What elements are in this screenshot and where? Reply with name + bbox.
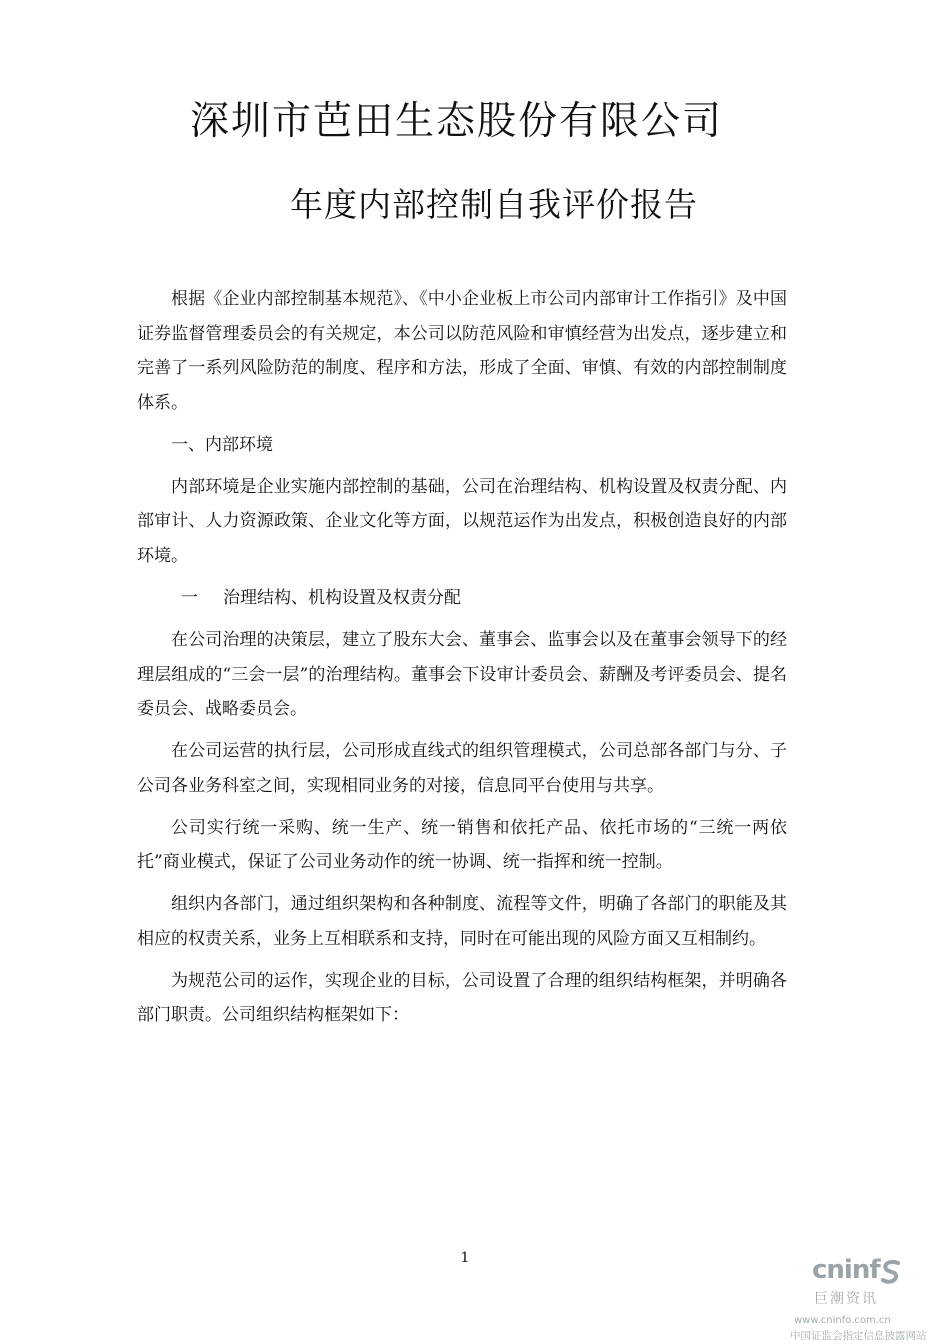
report-body: [137, 282, 787, 1040]
governance-paragraph: 在公司治理的决策层，建立了股东大会、董事会、监事会以及在董事会领导下的经理层组成的“三会一层”的治理结构。董事会下设审计委员会、薪酬及考评委员会、提名委员会、战略委员会。: [137, 629, 787, 720]
cninfo-url: www.cninfo.com.cn: [794, 1315, 891, 1326]
framework-paragraph: 为规范公司的运作，实现企业的目标，公司设置了合理的组织结构框架，并明确各部门职责。公司组织结构框架如下：: [137, 970, 787, 1026]
internal-environment-paragraph: 内部环境是企业实施内部控制的基础，公司在治理结构、机构设置及权责分配、内部审计、人力资源政策、企业文化等方面，以规范运作为出发点，积极创造良好的内部环境。: [137, 476, 787, 566]
subsection-title: 治理结构、机构设置及权责分配: [223, 587, 461, 608]
page-number: 1: [460, 1250, 470, 1266]
cninfo-note: 中国证监会指定信息披露网站: [790, 1330, 927, 1342]
departments-paragraph: 组织内各部门，通过组织架构和各种制度、流程等文件，明确了各部门的职能及其相应的权责关系，业务上互相联系和支持，同时在可能出现的风险方面又互相制约。: [137, 894, 787, 949]
cninfo-chinese-name: 巨潮资讯: [814, 1291, 878, 1307]
subsection-number: 一: [181, 587, 198, 608]
subsection-heading-governance: [137, 581, 787, 616]
company-title: 深圳市芭田生态股份有限公司: [190, 99, 724, 144]
cninfo-swirl-icon: [880, 1259, 902, 1285]
cninfo-logo: cninf: [812, 1255, 880, 1285]
report-title: 年度内部控制自我评价报告: [290, 185, 698, 224]
execution-paragraph: 在公司运营的执行层，公司形成直线式的组织管理模式，公司总部各部门与分、子公司各业务科室之间，实现相同业务的对接，信息同平台使用与共享。: [137, 741, 787, 796]
section-heading-internal-environment: 一、内部环境: [171, 434, 273, 455]
intro-paragraph: 根据《企业内部控制基本规范》、《中小企业板上市公司内部审计工作指引》及中国证券监督管理委员会的有关规定，本公司以防范风险和审慎经营为出发点，逐步建立和完善了一系列风险防范的制度、程序和方法，形成了全面、审慎、有效的内部控制制度体系。: [137, 289, 787, 413]
business-model-paragraph: 公司实行统一采购、统一生产、统一销售和依托产品、依托市场的“三统一两依托”商业模式，保证了公司业务动作的统一协调、统一指挥和统一控制。: [137, 817, 787, 873]
cninfo-watermark: [790, 1255, 950, 1344]
